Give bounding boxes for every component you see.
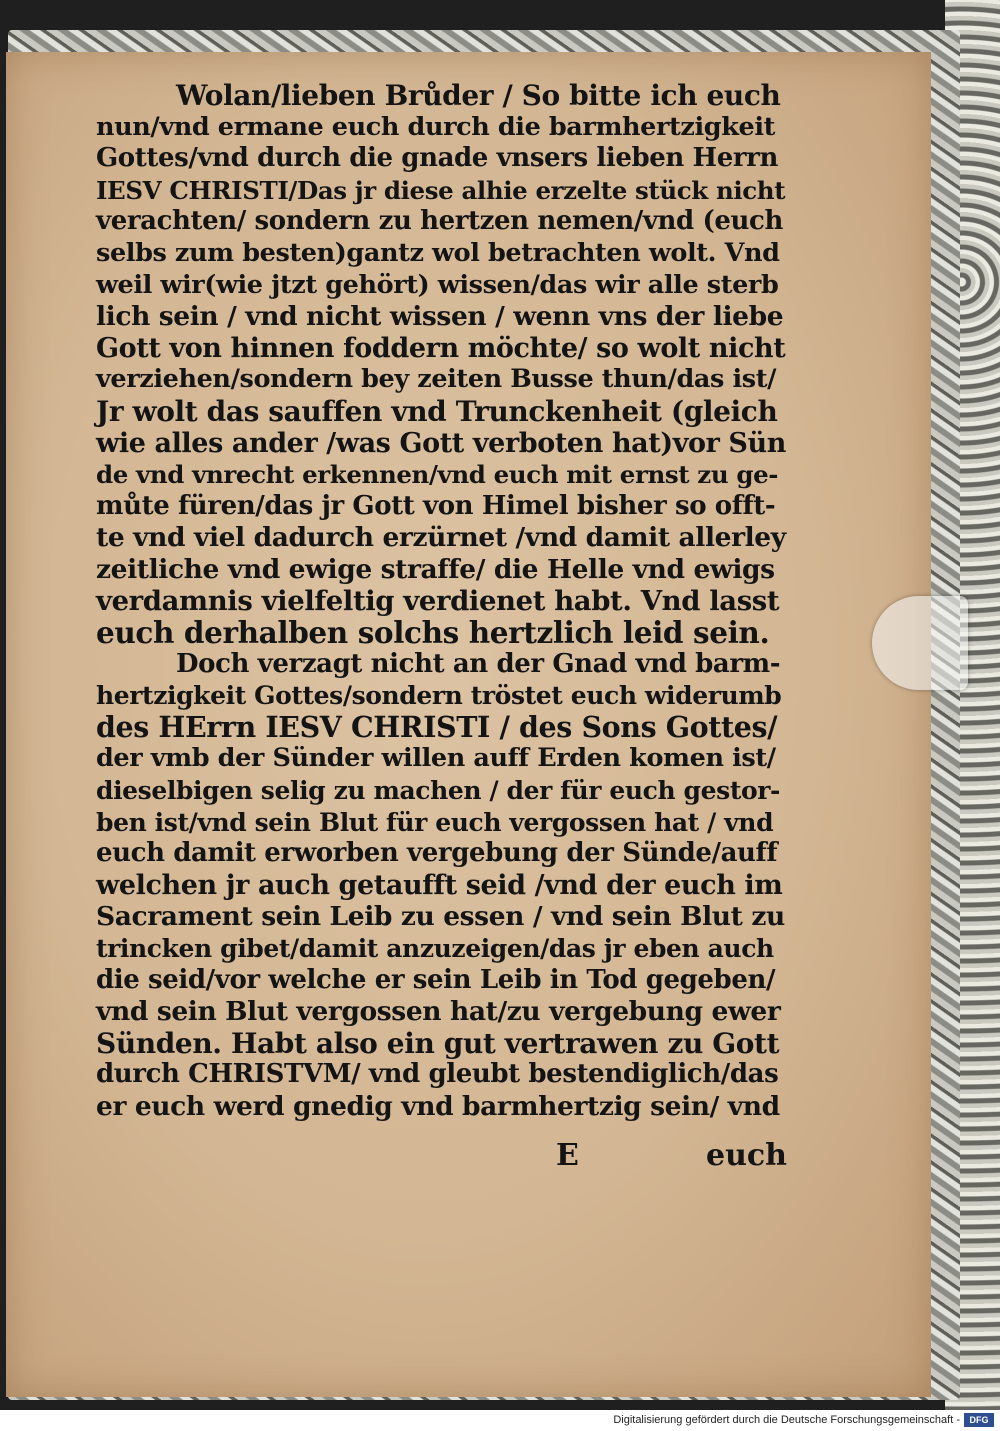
catchword: euch xyxy=(706,1138,787,1173)
text-line: der vmb der Sünder willen auff Erden komen ist/ xyxy=(96,743,776,774)
text-line: vnd sein Blut vergossen hat/zu vergebung ewer xyxy=(96,996,781,1028)
text-line: durch CHRISTVM/ vnd gleubt bestendiglich/das xyxy=(96,1059,779,1090)
page-text xyxy=(96,80,786,1123)
text-line: Gott von hinnen foddern möchte/ so wolt nicht xyxy=(96,332,786,364)
text-line: verdamnis vielfeltig verdienet habt. Vnd lasst xyxy=(96,584,780,617)
text-line: weil wir(wie jtzt gehört) wissen/das wir alle sterb xyxy=(96,269,779,300)
text-line: hertzigkeit Gottes/sondern tröstet euch widerumb xyxy=(96,681,782,711)
text-line: ben ist/vnd sein Blut für euch vergossen hat / vnd xyxy=(96,807,774,837)
text-line: Doch verzagt nicht an der Gnad vnd barm- xyxy=(176,648,781,679)
dfg-logo: DFG xyxy=(964,1413,994,1427)
signature-mark: E xyxy=(556,1138,579,1173)
text-line: euch derhalben solchs hertzlich leid sein. xyxy=(96,615,770,651)
text-line: Jr wolt das sauffen vnd Trunckenheit (gleich xyxy=(96,394,778,428)
text-line: er euch werd gnedig vnd barmhertzig sein/ vnd xyxy=(96,1091,780,1122)
text-line: selbs zum besten)gantz wol betrachten wolt. Vnd xyxy=(96,237,780,268)
text-line: verachten/ sondern zu hertzen nemen/vnd (euch xyxy=(96,206,783,237)
text-line: můte füren/das jr Gott von Himel bisher so offt- xyxy=(96,490,776,521)
text-line: wie alles ander /was Gott verboten hat)vor Sün xyxy=(96,427,786,459)
text-line: trincken gibet/damit anzuzeigen/das jr eben auch xyxy=(96,934,774,964)
text-line: zeitliche vnd ewige straffe/ die Helle vnd ewigs xyxy=(96,553,775,585)
text-line: te vnd viel dadurch erzürnet /vnd damit allerley xyxy=(96,522,786,554)
text-line: nun/vnd ermane euch durch die barmhertzigkeit xyxy=(96,111,775,142)
funding-credit: Digitalisierung gefördert durch die Deutsche Forschungsgemeinschaft - xyxy=(613,1414,960,1426)
text-line: IESV CHRISTI/Das jr diese alhie erzelte stück nicht xyxy=(96,175,786,205)
text-line: Sacrament sein Leib zu essen / vnd sein Blut zu xyxy=(96,901,785,933)
text-line: lich sein / vnd nicht wissen / wenn vns der liebe xyxy=(96,301,784,333)
text-line: Gottes/vnd durch die gnade vnsers lieben Herrn xyxy=(96,143,778,174)
text-line: de vnd vnrecht erkennen/vnd euch mit ernst zu ge- xyxy=(96,460,779,490)
text-line: dieselbigen selig zu machen / der für euch gestor- xyxy=(96,776,780,806)
text-line: des HErrn IESV CHRISTI / des Sons Gottes/ xyxy=(96,709,778,744)
footer-bar xyxy=(0,1410,1000,1431)
text-line: Wolan/lieben Brůder / So bitte ich euch xyxy=(176,79,781,112)
text-line: euch damit erworben vergebung der Sünde/auff xyxy=(96,838,778,869)
text-line: verziehen/sondern bey zeiten Busse thun/das ist/ xyxy=(96,364,776,395)
text-line: Sünden. Habt also ein gut vertrawen zu Gott xyxy=(96,1026,780,1060)
page-holder-clip xyxy=(872,596,968,690)
text-line: die seid/vor welche er sein Leib in Tod gegeben/ xyxy=(96,964,776,995)
text-line: welchen jr auch getaufft seid /vnd der euch im xyxy=(96,869,783,901)
